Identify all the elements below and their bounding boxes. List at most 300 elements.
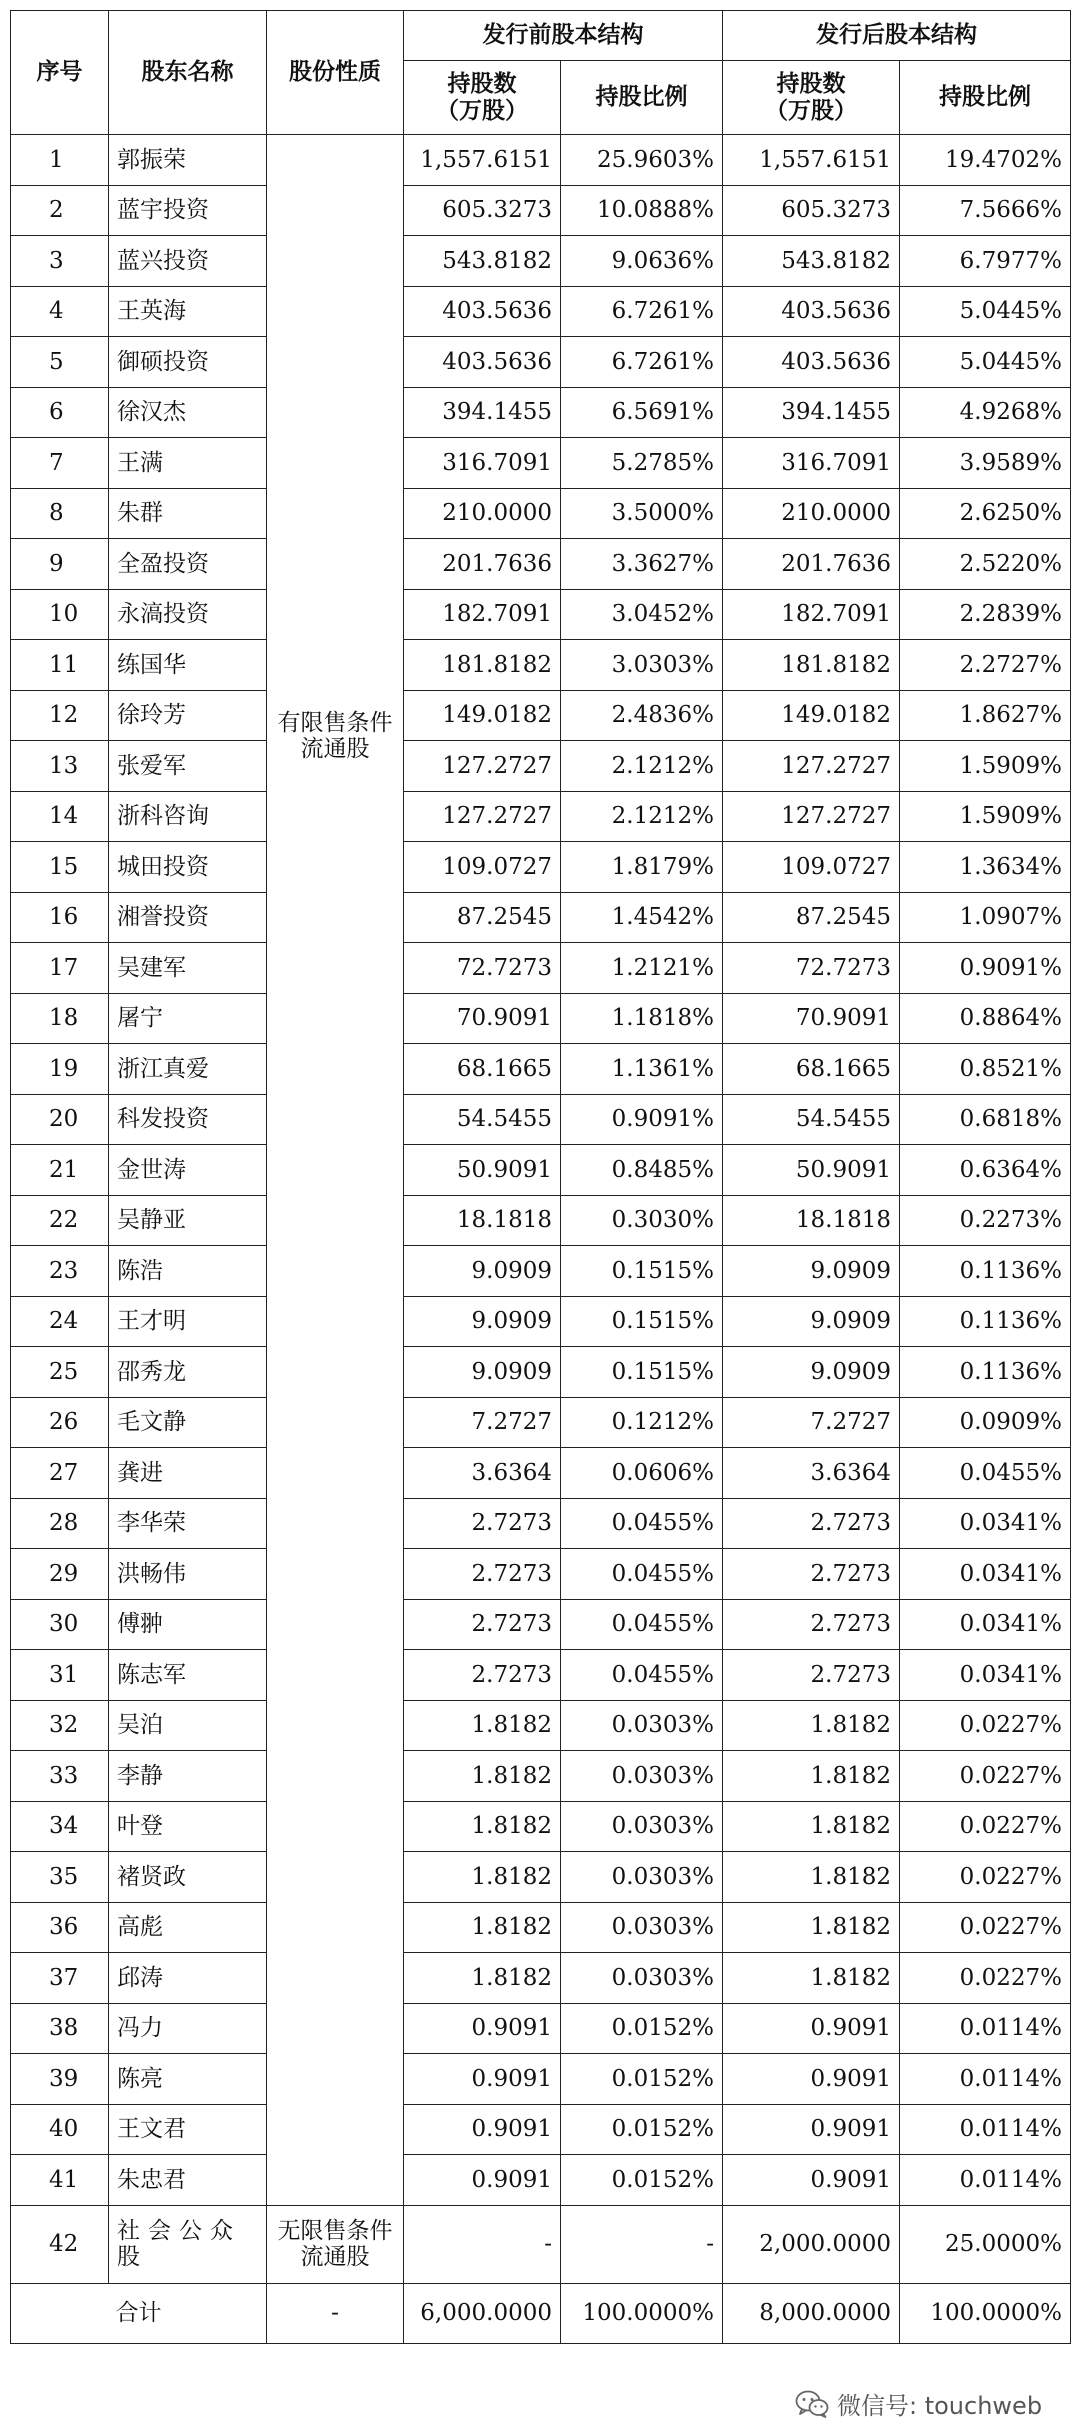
cell-after-ratio: 7.5666% bbox=[900, 185, 1071, 236]
cell-before-ratio: 6.7261% bbox=[561, 337, 723, 388]
cell-index: 3 bbox=[11, 236, 109, 287]
cell-after-shares: 0.9091 bbox=[723, 2155, 900, 2206]
cell-after-ratio: 0.0341% bbox=[900, 1650, 1071, 1701]
cell-shareholder-name: 王才明 bbox=[109, 1296, 267, 1347]
cell-index: 26 bbox=[11, 1397, 109, 1448]
cell-after-shares: 181.8182 bbox=[723, 640, 900, 691]
cell-index: 19 bbox=[11, 1044, 109, 1095]
table-row bbox=[11, 892, 1071, 943]
cell-before-ratio: - bbox=[561, 2205, 723, 2283]
cell-before-shares: 7.2727 bbox=[404, 1397, 561, 1448]
cell-after-shares: 0.9091 bbox=[723, 2003, 900, 2054]
cell-after-shares: 7.2727 bbox=[723, 1397, 900, 1448]
cell-after-shares: 2,000.0000 bbox=[723, 2205, 900, 2283]
cell-after-ratio: 2.6250% bbox=[900, 488, 1071, 539]
cell-shareholder-name: 屠宁 bbox=[109, 993, 267, 1044]
cell-shareholder-name: 冯力 bbox=[109, 2003, 267, 2054]
cell-index: 6 bbox=[11, 387, 109, 438]
cell-shareholder-name: 徐玲芳 bbox=[109, 690, 267, 741]
cell-after-ratio: 2.5220% bbox=[900, 539, 1071, 590]
cell-after-ratio: 6.7977% bbox=[900, 236, 1071, 287]
cell-after-ratio: 0.0227% bbox=[900, 1902, 1071, 1953]
table-row bbox=[11, 640, 1071, 691]
cell-index: 41 bbox=[11, 2155, 109, 2206]
cell-index: 22 bbox=[11, 1195, 109, 1246]
cell-before-shares: 2.7273 bbox=[404, 1549, 561, 1600]
cell-before-shares: 2.7273 bbox=[404, 1599, 561, 1650]
table-row bbox=[11, 1700, 1071, 1751]
cell-index: 4 bbox=[11, 286, 109, 337]
cell-after-ratio: 19.4702% bbox=[900, 135, 1071, 186]
cell-after-ratio: 0.0227% bbox=[900, 1852, 1071, 1903]
shares-label: 持股数 bbox=[776, 70, 846, 98]
cell-index: 8 bbox=[11, 488, 109, 539]
cell-after-shares: 2.7273 bbox=[723, 1549, 900, 1600]
table-row bbox=[11, 1094, 1071, 1145]
cell-before-shares: - bbox=[404, 2205, 561, 2283]
cell-before-shares: 54.5455 bbox=[404, 1094, 561, 1145]
cell-before-shares: 3.6364 bbox=[404, 1448, 561, 1499]
total-after-ratio: 100.0000% bbox=[900, 2283, 1071, 2343]
cell-index: 18 bbox=[11, 993, 109, 1044]
cell-before-ratio: 0.0455% bbox=[561, 1498, 723, 1549]
table-row bbox=[11, 1246, 1071, 1297]
cell-before-ratio: 6.5691% bbox=[561, 387, 723, 438]
cell-before-ratio: 0.1515% bbox=[561, 1296, 723, 1347]
cell-index: 28 bbox=[11, 1498, 109, 1549]
cell-before-ratio: 0.0455% bbox=[561, 1599, 723, 1650]
cell-after-ratio: 0.0227% bbox=[900, 1700, 1071, 1751]
cell-before-ratio: 0.1212% bbox=[561, 1397, 723, 1448]
cell-before-ratio: 1.4542% bbox=[561, 892, 723, 943]
cell-before-shares: 127.2727 bbox=[404, 791, 561, 842]
cell-shareholder-name: 吴静亚 bbox=[109, 1195, 267, 1246]
cell-before-shares: 1.8182 bbox=[404, 1751, 561, 1802]
cell-after-shares: 1,557.6151 bbox=[723, 135, 900, 186]
cell-index: 13 bbox=[11, 741, 109, 792]
cell-after-ratio: 0.0227% bbox=[900, 1751, 1071, 1802]
cell-after-ratio: 0.9091% bbox=[900, 943, 1071, 994]
cell-before-ratio: 0.0303% bbox=[561, 1902, 723, 1953]
cell-before-ratio: 6.7261% bbox=[561, 286, 723, 337]
cell-shareholder-name: 王英海 bbox=[109, 286, 267, 337]
cell-shareholder-name: 蓝兴投资 bbox=[109, 236, 267, 287]
cell-share-type-unrestricted: 无限售条件流通股 bbox=[267, 2205, 404, 2283]
table-row bbox=[11, 135, 1071, 186]
cell-index: 37 bbox=[11, 1953, 109, 2004]
table-row bbox=[11, 539, 1071, 590]
cell-shareholder-name: 龚进 bbox=[109, 1448, 267, 1499]
cell-before-shares: 403.5636 bbox=[404, 286, 561, 337]
cell-before-ratio: 0.1515% bbox=[561, 1347, 723, 1398]
table-row-public-shares bbox=[11, 2205, 1071, 2283]
cell-shareholder-name: 王文君 bbox=[109, 2104, 267, 2155]
cell-index: 1 bbox=[11, 135, 109, 186]
cell-after-ratio: 5.0445% bbox=[900, 337, 1071, 388]
table-row bbox=[11, 993, 1071, 1044]
cell-before-ratio: 1.1361% bbox=[561, 1044, 723, 1095]
cell-index: 10 bbox=[11, 589, 109, 640]
table-row bbox=[11, 438, 1071, 489]
cell-shareholder-name: 张爱军 bbox=[109, 741, 267, 792]
col-group-before-issuance: 发行前股本结构 bbox=[404, 11, 723, 61]
cell-after-shares: 1.8182 bbox=[723, 1751, 900, 1802]
cell-before-ratio: 5.2785% bbox=[561, 438, 723, 489]
cell-after-ratio: 0.0341% bbox=[900, 1599, 1071, 1650]
cell-after-ratio: 25.0000% bbox=[900, 2205, 1071, 2283]
cell-after-shares: 2.7273 bbox=[723, 1650, 900, 1701]
cell-before-ratio: 3.0303% bbox=[561, 640, 723, 691]
table-row bbox=[11, 1953, 1071, 2004]
cell-index: 2 bbox=[11, 185, 109, 236]
cell-shareholder-name: 湘誉投资 bbox=[109, 892, 267, 943]
cell-shareholder-name: 叶登 bbox=[109, 1801, 267, 1852]
cell-before-ratio: 0.0152% bbox=[561, 2003, 723, 2054]
table-row bbox=[11, 1397, 1071, 1448]
cell-shareholder-name: 毛文静 bbox=[109, 1397, 267, 1448]
cell-shareholder-name: 李静 bbox=[109, 1751, 267, 1802]
cell-after-shares: 9.0909 bbox=[723, 1246, 900, 1297]
cell-before-shares: 50.9091 bbox=[404, 1145, 561, 1196]
cell-after-shares: 3.6364 bbox=[723, 1448, 900, 1499]
cell-index: 42 bbox=[11, 2205, 109, 2283]
cell-after-ratio: 2.2727% bbox=[900, 640, 1071, 691]
table-row bbox=[11, 2155, 1071, 2206]
cell-before-ratio: 1.8179% bbox=[561, 842, 723, 893]
table-row bbox=[11, 1195, 1071, 1246]
cell-shareholder-name: 徐汉杰 bbox=[109, 387, 267, 438]
cell-before-shares: 68.1665 bbox=[404, 1044, 561, 1095]
cell-shareholder-name: 陈浩 bbox=[109, 1246, 267, 1297]
table-row bbox=[11, 1902, 1071, 1953]
cell-shareholder-name: 朱群 bbox=[109, 488, 267, 539]
cell-before-ratio: 2.4836% bbox=[561, 690, 723, 741]
cell-before-shares: 0.9091 bbox=[404, 2104, 561, 2155]
cell-after-ratio: 0.0227% bbox=[900, 1953, 1071, 2004]
table-row bbox=[11, 1650, 1071, 1701]
cell-index: 38 bbox=[11, 2003, 109, 2054]
cell-after-shares: 1.8182 bbox=[723, 1902, 900, 1953]
cell-shareholder-name: 邱涛 bbox=[109, 1953, 267, 2004]
cell-before-ratio: 3.5000% bbox=[561, 488, 723, 539]
cell-index: 29 bbox=[11, 1549, 109, 1600]
cell-before-ratio: 0.3030% bbox=[561, 1195, 723, 1246]
col-header-before-ratio: 持股比例 bbox=[561, 61, 723, 135]
cell-before-shares: 72.7273 bbox=[404, 943, 561, 994]
col-header-share-type: 股份性质 bbox=[267, 11, 404, 135]
cell-after-ratio: 0.0114% bbox=[900, 2054, 1071, 2105]
cell-index: 9 bbox=[11, 539, 109, 590]
cell-before-ratio: 2.1212% bbox=[561, 791, 723, 842]
cell-index: 16 bbox=[11, 892, 109, 943]
cell-before-ratio: 0.0152% bbox=[561, 2054, 723, 2105]
table-row bbox=[11, 1801, 1071, 1852]
table-row bbox=[11, 185, 1071, 236]
col-header-shareholder-name: 股东名称 bbox=[109, 11, 267, 135]
table-row bbox=[11, 337, 1071, 388]
cell-after-shares: 9.0909 bbox=[723, 1347, 900, 1398]
cell-after-ratio: 1.5909% bbox=[900, 741, 1071, 792]
cell-shareholder-name: 浙科咨询 bbox=[109, 791, 267, 842]
cell-after-shares: 605.3273 bbox=[723, 185, 900, 236]
cell-after-ratio: 2.2839% bbox=[900, 589, 1071, 640]
cell-after-shares: 316.7091 bbox=[723, 438, 900, 489]
cell-after-ratio: 5.0445% bbox=[900, 286, 1071, 337]
cell-shareholder-name: 王满 bbox=[109, 438, 267, 489]
table-body bbox=[11, 135, 1071, 2206]
cell-after-shares: 68.1665 bbox=[723, 1044, 900, 1095]
table-row bbox=[11, 943, 1071, 994]
cell-before-ratio: 0.0606% bbox=[561, 1448, 723, 1499]
cell-before-ratio: 0.8485% bbox=[561, 1145, 723, 1196]
cell-after-ratio: 0.8521% bbox=[900, 1044, 1071, 1095]
cell-after-ratio: 3.9589% bbox=[900, 438, 1071, 489]
cell-after-ratio: 1.8627% bbox=[900, 690, 1071, 741]
table-row bbox=[11, 1599, 1071, 1650]
cell-before-shares: 9.0909 bbox=[404, 1296, 561, 1347]
cell-index: 36 bbox=[11, 1902, 109, 1953]
table-row bbox=[11, 589, 1071, 640]
table-row bbox=[11, 1751, 1071, 1802]
cell-before-shares: 87.2545 bbox=[404, 892, 561, 943]
cell-after-shares: 54.5455 bbox=[723, 1094, 900, 1145]
col-header-before-shares bbox=[404, 61, 561, 135]
cell-index: 14 bbox=[11, 791, 109, 842]
cell-after-shares: 210.0000 bbox=[723, 488, 900, 539]
cell-after-shares: 18.1818 bbox=[723, 1195, 900, 1246]
cell-index: 5 bbox=[11, 337, 109, 388]
cell-index: 27 bbox=[11, 1448, 109, 1499]
cell-before-ratio: 1.2121% bbox=[561, 943, 723, 994]
cell-before-ratio: 0.0152% bbox=[561, 2104, 723, 2155]
col-group-after-issuance: 发行后股本结构 bbox=[723, 11, 1071, 61]
cell-before-shares: 543.8182 bbox=[404, 236, 561, 287]
cell-index: 17 bbox=[11, 943, 109, 994]
cell-index: 34 bbox=[11, 1801, 109, 1852]
cell-shareholder-name: 陈亮 bbox=[109, 2054, 267, 2105]
cell-shareholder-name: 全盈投资 bbox=[109, 539, 267, 590]
cell-before-shares: 1.8182 bbox=[404, 1801, 561, 1852]
cell-after-shares: 2.7273 bbox=[723, 1498, 900, 1549]
cell-before-ratio: 0.0455% bbox=[561, 1650, 723, 1701]
cell-shareholder-name: 邵秀龙 bbox=[109, 1347, 267, 1398]
table-row bbox=[11, 1145, 1071, 1196]
cell-after-ratio: 4.9268% bbox=[900, 387, 1071, 438]
cell-shareholder-name: 吴建军 bbox=[109, 943, 267, 994]
cell-after-shares: 2.7273 bbox=[723, 1599, 900, 1650]
total-share-type: - bbox=[267, 2283, 404, 2343]
cell-after-shares: 543.8182 bbox=[723, 236, 900, 287]
table-row bbox=[11, 741, 1071, 792]
cell-before-ratio: 0.0303% bbox=[561, 1801, 723, 1852]
col-header-after-shares bbox=[723, 61, 900, 135]
cell-before-ratio: 3.0452% bbox=[561, 589, 723, 640]
total-before-ratio: 100.0000% bbox=[561, 2283, 723, 2343]
cell-shareholder-name: 洪畅伟 bbox=[109, 1549, 267, 1600]
cell-shareholder-name: 练国华 bbox=[109, 640, 267, 691]
cell-index: 30 bbox=[11, 1599, 109, 1650]
table-row bbox=[11, 1852, 1071, 1903]
cell-after-shares: 50.9091 bbox=[723, 1145, 900, 1196]
cell-before-shares: 201.7636 bbox=[404, 539, 561, 590]
cell-after-ratio: 0.0114% bbox=[900, 2104, 1071, 2155]
cell-before-ratio: 2.1212% bbox=[561, 741, 723, 792]
cell-index: 35 bbox=[11, 1852, 109, 1903]
table-row bbox=[11, 1347, 1071, 1398]
table-row bbox=[11, 1498, 1071, 1549]
cell-index: 40 bbox=[11, 2104, 109, 2155]
cell-after-ratio: 0.1136% bbox=[900, 1296, 1071, 1347]
cell-before-shares: 0.9091 bbox=[404, 2155, 561, 2206]
wechat-icon bbox=[795, 2390, 829, 2418]
table-row bbox=[11, 286, 1071, 337]
cell-shareholder-name: 金世涛 bbox=[109, 1145, 267, 1196]
cell-before-shares: 109.0727 bbox=[404, 842, 561, 893]
cell-shareholder-name: 蓝宇投资 bbox=[109, 185, 267, 236]
cell-share-type-restricted: 有限售条件流通股 bbox=[267, 135, 404, 2206]
cell-index: 33 bbox=[11, 1751, 109, 1802]
cell-index: 15 bbox=[11, 842, 109, 893]
cell-before-shares: 181.8182 bbox=[404, 640, 561, 691]
total-label: 合计 bbox=[11, 2283, 267, 2343]
cell-shareholder-name: 御硕投资 bbox=[109, 337, 267, 388]
cell-before-ratio: 25.9603% bbox=[561, 135, 723, 186]
table-row bbox=[11, 1044, 1071, 1095]
cell-before-shares: 127.2727 bbox=[404, 741, 561, 792]
cell-before-ratio: 0.0303% bbox=[561, 1751, 723, 1802]
cell-shareholder-name: 吴泊 bbox=[109, 1700, 267, 1751]
cell-before-ratio: 0.1515% bbox=[561, 1246, 723, 1297]
cell-after-shares: 127.2727 bbox=[723, 791, 900, 842]
cell-before-shares: 1.8182 bbox=[404, 1700, 561, 1751]
cell-index: 20 bbox=[11, 1094, 109, 1145]
cell-before-shares: 1,557.6151 bbox=[404, 135, 561, 186]
cell-shareholder-name: 城田投资 bbox=[109, 842, 267, 893]
cell-before-shares: 210.0000 bbox=[404, 488, 561, 539]
cell-before-shares: 182.7091 bbox=[404, 589, 561, 640]
table-header bbox=[11, 11, 1071, 135]
cell-before-shares: 18.1818 bbox=[404, 1195, 561, 1246]
cell-before-shares: 0.9091 bbox=[404, 2003, 561, 2054]
table-row bbox=[11, 842, 1071, 893]
cell-index: 7 bbox=[11, 438, 109, 489]
cell-before-shares: 149.0182 bbox=[404, 690, 561, 741]
cell-shareholder-name: 郭振荣 bbox=[109, 135, 267, 186]
cell-before-ratio: 1.1818% bbox=[561, 993, 723, 1044]
shareholder-structure-table bbox=[10, 10, 1071, 2344]
cell-after-ratio: 0.0455% bbox=[900, 1448, 1071, 1499]
cell-index: 32 bbox=[11, 1700, 109, 1751]
table-row bbox=[11, 488, 1071, 539]
table-row bbox=[11, 1549, 1071, 1600]
col-header-index: 序号 bbox=[11, 11, 109, 135]
cell-before-shares: 2.7273 bbox=[404, 1498, 561, 1549]
cell-index: 23 bbox=[11, 1246, 109, 1297]
table-row bbox=[11, 387, 1071, 438]
cell-before-shares: 1.8182 bbox=[404, 1852, 561, 1903]
cell-before-ratio: 3.3627% bbox=[561, 539, 723, 590]
cell-before-shares: 2.7273 bbox=[404, 1650, 561, 1701]
cell-before-shares: 403.5636 bbox=[404, 337, 561, 388]
cell-after-shares: 87.2545 bbox=[723, 892, 900, 943]
total-before-shares: 6,000.0000 bbox=[404, 2283, 561, 2343]
cell-shareholder-name: 傅翀 bbox=[109, 1599, 267, 1650]
cell-shareholder-name: 社会公众股 bbox=[109, 2205, 267, 2283]
cell-index: 31 bbox=[11, 1650, 109, 1701]
shares-unit: （万股） bbox=[765, 96, 857, 124]
table-row bbox=[11, 236, 1071, 287]
cell-after-shares: 1.8182 bbox=[723, 1852, 900, 1903]
shares-label: 持股数 bbox=[447, 70, 517, 98]
cell-after-shares: 182.7091 bbox=[723, 589, 900, 640]
cell-index: 12 bbox=[11, 690, 109, 741]
cell-before-shares: 0.9091 bbox=[404, 2054, 561, 2105]
cell-before-shares: 9.0909 bbox=[404, 1347, 561, 1398]
cell-before-shares: 605.3273 bbox=[404, 185, 561, 236]
cell-index: 11 bbox=[11, 640, 109, 691]
cell-after-shares: 0.9091 bbox=[723, 2054, 900, 2105]
cell-index: 39 bbox=[11, 2054, 109, 2105]
cell-after-shares: 127.2727 bbox=[723, 741, 900, 792]
cell-before-ratio: 0.0455% bbox=[561, 1549, 723, 1600]
cell-before-ratio: 0.0303% bbox=[561, 1852, 723, 1903]
table-row bbox=[11, 1296, 1071, 1347]
col-header-after-ratio: 持股比例 bbox=[900, 61, 1071, 135]
cell-shareholder-name: 李华荣 bbox=[109, 1498, 267, 1549]
cell-after-ratio: 0.6364% bbox=[900, 1145, 1071, 1196]
table-row bbox=[11, 2104, 1071, 2155]
cell-shareholder-name: 陈志军 bbox=[109, 1650, 267, 1701]
cell-after-shares: 109.0727 bbox=[723, 842, 900, 893]
cell-after-ratio: 0.1136% bbox=[900, 1246, 1071, 1297]
cell-after-ratio: 0.6818% bbox=[900, 1094, 1071, 1145]
cell-index: 21 bbox=[11, 1145, 109, 1196]
table-row bbox=[11, 690, 1071, 741]
cell-after-shares: 149.0182 bbox=[723, 690, 900, 741]
cell-after-shares: 0.9091 bbox=[723, 2104, 900, 2155]
cell-after-ratio: 0.0341% bbox=[900, 1498, 1071, 1549]
cell-after-ratio: 0.1136% bbox=[900, 1347, 1071, 1398]
cell-after-ratio: 1.5909% bbox=[900, 791, 1071, 842]
cell-after-shares: 394.1455 bbox=[723, 387, 900, 438]
cell-before-shares: 9.0909 bbox=[404, 1246, 561, 1297]
total-after-shares: 8,000.0000 bbox=[723, 2283, 900, 2343]
cell-after-shares: 1.8182 bbox=[723, 1801, 900, 1852]
cell-before-shares: 70.9091 bbox=[404, 993, 561, 1044]
cell-after-ratio: 0.0114% bbox=[900, 2003, 1071, 2054]
table-row bbox=[11, 791, 1071, 842]
cell-after-shares: 72.7273 bbox=[723, 943, 900, 994]
watermark-text: 微信号: touchweb bbox=[837, 2392, 1043, 2420]
cell-after-shares: 1.8182 bbox=[723, 1700, 900, 1751]
cell-after-shares: 9.0909 bbox=[723, 1296, 900, 1347]
cell-after-ratio: 1.0907% bbox=[900, 892, 1071, 943]
cell-before-ratio: 10.0888% bbox=[561, 185, 723, 236]
cell-before-shares: 394.1455 bbox=[404, 387, 561, 438]
cell-before-shares: 1.8182 bbox=[404, 1902, 561, 1953]
cell-before-shares: 1.8182 bbox=[404, 1953, 561, 2004]
cell-index: 25 bbox=[11, 1347, 109, 1398]
wechat-watermark bbox=[795, 2386, 1042, 2421]
cell-after-shares: 70.9091 bbox=[723, 993, 900, 1044]
cell-before-ratio: 0.0303% bbox=[561, 1700, 723, 1751]
cell-shareholder-name: 朱忠君 bbox=[109, 2155, 267, 2206]
cell-after-ratio: 0.8864% bbox=[900, 993, 1071, 1044]
cell-after-ratio: 0.0909% bbox=[900, 1397, 1071, 1448]
table-row bbox=[11, 2054, 1071, 2105]
table-row bbox=[11, 1448, 1071, 1499]
cell-after-ratio: 1.3634% bbox=[900, 842, 1071, 893]
